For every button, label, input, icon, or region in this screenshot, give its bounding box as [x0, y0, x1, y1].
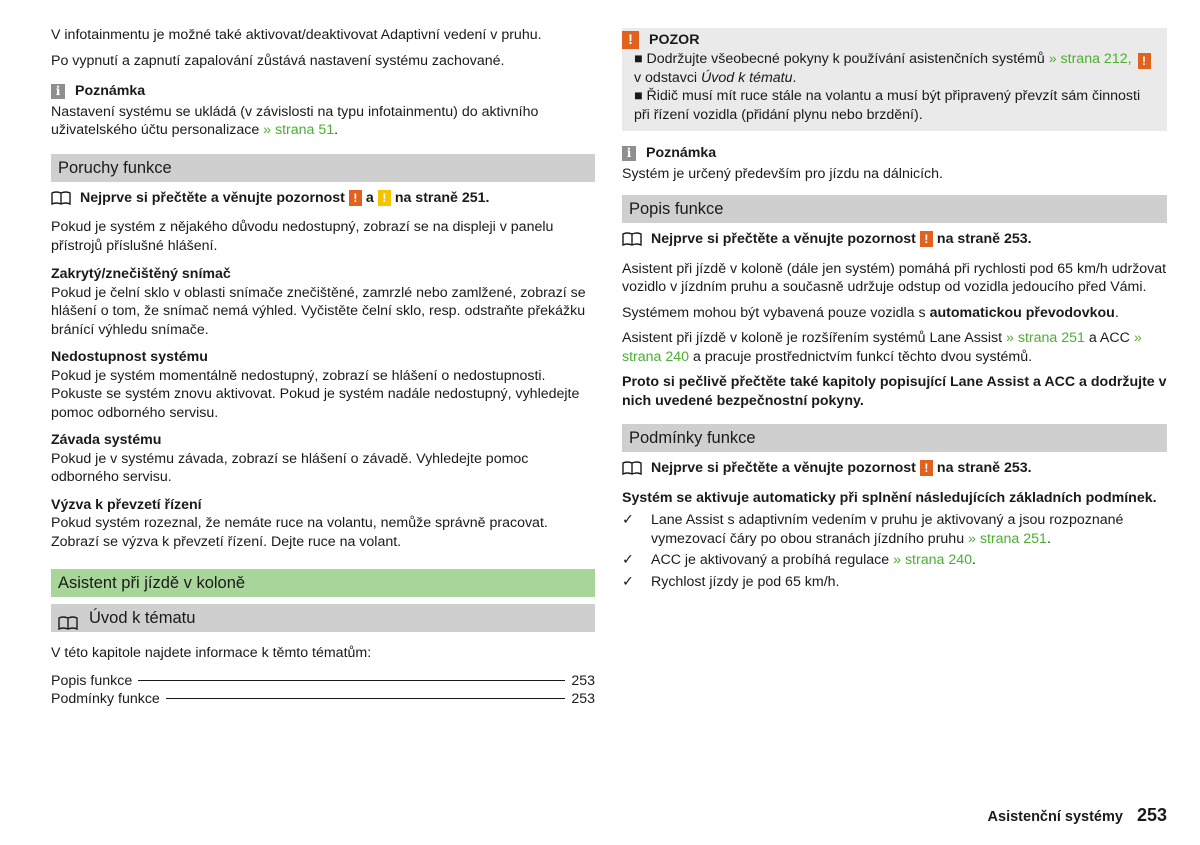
list-item: ✓ Lane Assist s adaptivním vedením v pruhu je aktivovaný a jsou rozpoznané vymezovací čáry po obou stranách jízdního pruhu » strana 251.: [622, 512, 1124, 547]
malfunction-item-title: Zakrytý/znečištěný snímač: [51, 266, 231, 282]
footer-chapter-title: Asistenční systémy: [987, 809, 1123, 825]
book-icon: [51, 191, 73, 205]
popis-paragraph-4: Proto si pečlivě přečtěte také kapitoly popisující Lane Assist a ACC a dodržujte v nich uvedené bezpečnostní pokyny.: [622, 374, 1167, 409]
section-popis-funkce: Popis funkce: [622, 195, 1167, 223]
popis-paragraph-3: Asistent při jízdě v koloně je rozšířením systémů Lane Assist » strana 251 a ACC » strana 240 a pracuje prostřednictvím funkcí těchto dvou systémů.: [622, 330, 1142, 365]
warning-bullet-1: ■ Dodržujte všeobecné pokyny k používání asistenčních systémů » strana 212, ! v odstavci Úvod k tématu.: [634, 50, 1155, 88]
note-title: Poznámka: [75, 83, 146, 99]
malfunction-item: [51, 265, 595, 339]
toc-intro: V této kapitole najdete informace k těmto tématům:: [51, 645, 372, 661]
malfunction-item-title: Výzva k převzetí řízení: [51, 496, 202, 513]
note-block: [51, 82, 595, 140]
toc-leader: [166, 698, 566, 699]
toc-leader: [138, 680, 565, 681]
note-header: [622, 144, 1167, 163]
intro-paragraph-1: V infotainmentu je možné také aktivovat/deaktivovat Adaptivní vedení v pruhu.: [51, 27, 542, 43]
warning-box: [622, 28, 1167, 131]
section-poruchy-funkce: Poruchy funkce: [51, 154, 595, 182]
intro-paragraph-2: Po vypnutí a zapnutí zapalování zůstává nastavení systému zachované.: [51, 52, 505, 69]
note-header: [51, 82, 595, 101]
warning-title: POZOR: [649, 32, 700, 48]
malfunction-item-text: Pokud je čelní sklo v oblasti snímače znečištěné, zamrzlé nebo zamlžené, zobrazí se hlášení o tom, že snímač nemá výhled. Vyčistěte čelní sklo, resp. odstraňte překážku bránící výhledu snímače.: [51, 284, 586, 338]
malfunction-item-title: Nedostupnost systému: [51, 349, 208, 365]
conditions-list: [622, 511, 1167, 591]
note-link[interactable]: » strana 51: [263, 122, 335, 138]
malfunction-item-text: Pokud je v systému závada, zobrazí se hlášení o závadě. Vyhledejte pomoc odborného servisu.: [51, 450, 529, 485]
checkmark-icon: ✓: [622, 552, 634, 568]
link-acc[interactable]: » strana 240: [622, 330, 1142, 365]
read-first-line: Nejprve si přečtěte a věnujte pozornost ! a ! na straně 251.: [51, 189, 595, 208]
malfunction-intro: Pokud je systém z nějakého důvodu nedostupný, zobrazí se na displeji v panelu přístrojů příslušné hlášení.: [51, 219, 554, 254]
link-lane-assist[interactable]: » strana 251: [1006, 330, 1085, 346]
condition-link[interactable]: » strana 251: [968, 530, 1047, 547]
book-icon: [622, 232, 644, 246]
warning-link[interactable]: » strana 212,: [1048, 50, 1132, 67]
warning-header: [622, 31, 1155, 50]
note-block: [622, 144, 1167, 183]
toc-entry[interactable]: Popis funkce 253: [51, 672, 595, 689]
page-footer: [988, 806, 1167, 827]
right-column: [622, 28, 1167, 594]
popis-paragraph-2: Systémem mohou být vybavená pouze vozidla s automatickou převodovkou.: [622, 304, 1119, 321]
page-number: 253: [1136, 805, 1167, 825]
read-first-line: Nejprve si přečtěte a věnujte pozornost ! na straně 253.: [622, 230, 1167, 249]
note-text: Systém je určený především pro jízdu na dálnicích.: [622, 165, 943, 182]
malfunction-item: [51, 431, 595, 487]
podminky-intro: Systém se aktivuje automaticky při splnění následujících základních podmínek.: [622, 489, 1157, 506]
intro-section-title: Úvod k tématu: [89, 609, 196, 627]
checkmark-icon: ✓: [622, 573, 634, 590]
left-column: [51, 26, 595, 709]
intro-section-bar: [51, 604, 595, 632]
note-text: Nastavení systému se ukládá (v závislosti na typu infotainmentu) do aktivního uživatelského účtu personalizace » strana 51.: [51, 103, 539, 138]
warning-icon: !: [920, 460, 933, 476]
list-item: ✓ ACC je aktivovaný a probíhá regulace » strana 240.: [622, 552, 976, 568]
info-icon: i: [622, 146, 636, 161]
warning-icon: !: [349, 190, 362, 206]
warning-bullet-2: ■ Řidič musí mít ruce stále na volantu a musí být připravený převzít sám činnosti při řízení vozidla (přidání plynu nebo brzdění).: [634, 88, 1141, 123]
list-item: ✓ Rychlost jízdy je pod 65 km/h.: [622, 573, 840, 590]
checkmark-icon: ✓: [622, 512, 634, 528]
popis-paragraph-1: Asistent při jízdě v koloně (dále jen systém) pomáhá při rychlosti pod 65 km/h udržovat vozidlo v jízdním pruhu a současně udržuje odstup od vozidla jedoucího před Vámi.: [622, 260, 1167, 295]
book-icon: [58, 611, 80, 625]
book-icon: [622, 461, 644, 475]
condition-link[interactable]: » strana 240: [893, 552, 973, 568]
note-title: Poznámka: [646, 145, 717, 161]
chapter-title-bar: Asistent při jízdě v koloně: [51, 569, 595, 597]
read-first-line: Nejprve si přečtěte a věnujte pozornost ! na straně 253.: [622, 459, 1167, 478]
toc-list: [51, 672, 595, 709]
malfunction-item: [51, 496, 595, 552]
section-podminky-funkce: Podmínky funkce: [622, 424, 1167, 452]
warning-icon: !: [622, 31, 639, 49]
malfunction-item-text: Pokud je systém momentálně nedostupný, zobrazí se hlášení o nedostupnosti. Pokuste se systém znovu aktivovat. Pokud je systém nadále nedostupný, vyhledejte pomoc odborného servisu.: [51, 367, 580, 421]
malfunction-item-text: Pokud systém rozeznal, že nemáte ruce na volantu, nemůže správně pracovat. Zobrazí se výzva k převzetí řízení. Dejte ruce na volant.: [51, 515, 548, 550]
caution-icon: !: [378, 190, 391, 206]
malfunction-item: [51, 348, 595, 422]
warning-icon: !: [920, 231, 933, 247]
malfunction-item-title: Závada systému: [51, 432, 162, 448]
toc-entry[interactable]: Podmínky funkce 253: [51, 691, 595, 707]
warning-icon: !: [1138, 53, 1151, 69]
info-icon: i: [51, 84, 65, 99]
